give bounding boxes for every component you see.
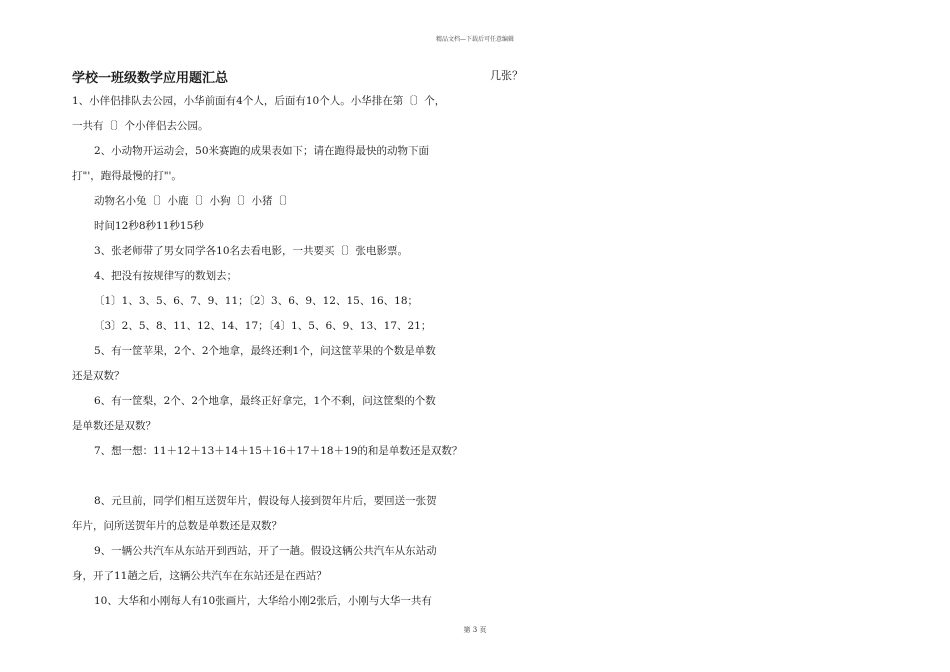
paragraph-line: 一共有〔〕个小伴侣去公园。: [72, 120, 209, 132]
paragraph-line: 1、小伴侣排队去公园，小华前面有4个人，后面有10个人。小华排在第〔〕个，: [72, 95, 446, 107]
paragraph-line: 4、把没有按规律写的数划去；: [94, 270, 238, 282]
paragraph-line: 时间12秒8秒11秒15秒: [94, 220, 204, 232]
paragraph-line: 3、张老师带了男女同学各10名去看电影，一共要买〔〕张电影票。: [94, 245, 409, 257]
paragraph-line: 动物名小兔〔〕小鹿〔〕小狗〔〕小猪〔〕: [94, 195, 294, 207]
paragraph-line: 身，开了11趟之后，这辆公共汽车在东站还是在西站？: [72, 570, 327, 582]
paragraph-line: 〔1〕1、3、5、6、7、9、11；〔2〕3、6、9、12、15、16、18；: [94, 295, 419, 307]
paragraph-line: 7、想一想：11＋12＋13＋14＋15＋16＋17＋18＋19的和是单数还是双数？: [94, 445, 463, 457]
paragraph-line: 〔3〕2、5、8、11、12、14、17；〔4〕1、5、6、9、13、17、21；: [94, 320, 432, 332]
paragraph-line: 2、小动物开运动会，50米赛跑的成果表如下；请在跑得最快的动物下面: [94, 145, 430, 157]
paragraph-line: 9、一辆公共汽车从东站开到西站，开了一趟。假设这辆公共汽车从东站动: [94, 545, 437, 557]
paragraph-line: 打"'，跑得最慢的打"'。: [72, 170, 182, 182]
paragraph-line: 是单数还是双数？: [72, 420, 156, 432]
paragraph-line: 6、有一筐梨，2个、2个地拿，最终正好拿完，1个不剩，问这筐梨的个数: [94, 395, 436, 407]
document-title: 学校一班级数学应用题汇总: [72, 71, 229, 86]
paragraph-line: 5、有一筐苹果，2个、2个地拿，最终还剩1个，问这筐苹果的个数是单数: [94, 345, 436, 357]
continuation-text: 几张？: [490, 69, 523, 82]
paragraph-line: 年片，问所送贺年片的总数是单数还是双数？: [72, 520, 282, 532]
paragraph-line: 还是双数？: [72, 370, 125, 382]
paragraph-line: 8、元旦前，同学们相互送贺年片，假设每人接到贺年片后，要回送一张贺: [94, 495, 437, 507]
paragraph-line: 10、大华和小刚每人有10张画片，大华给小刚2张后，小刚与大华一共有: [94, 595, 432, 607]
page-number: 第 3 页: [463, 626, 487, 634]
page-header-note: 精品文档—下载后可任意编辑: [435, 36, 514, 43]
